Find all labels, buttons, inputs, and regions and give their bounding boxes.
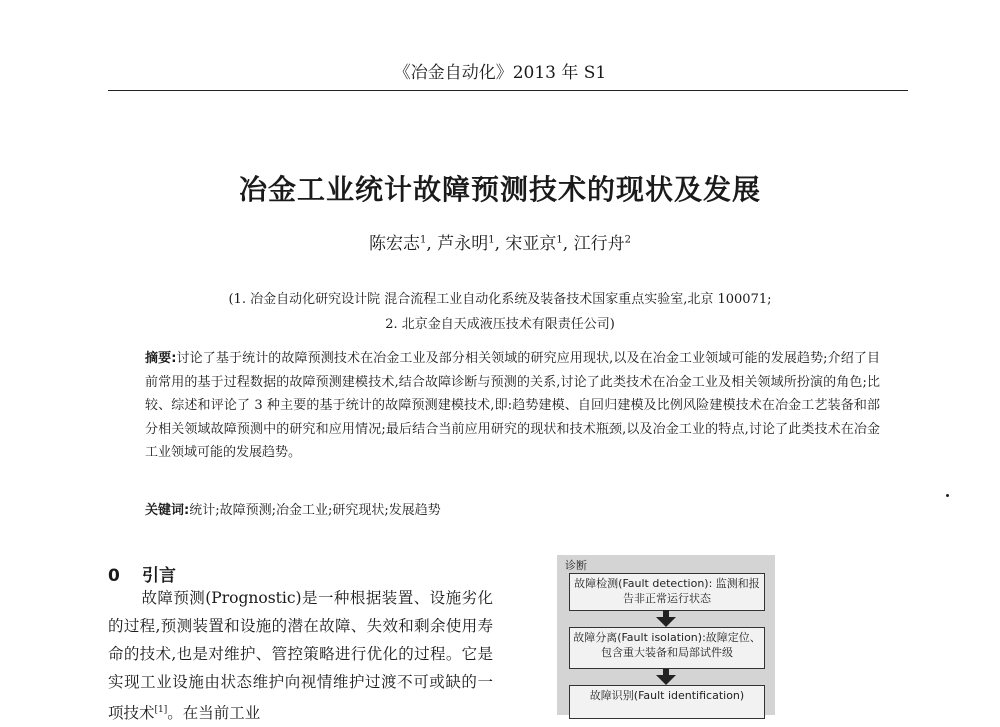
author-list	[0, 229, 1000, 254]
flow-box-fault-isolation: 故障分离(Fault isolation):故障定位、包含重大装备和局部试件级	[569, 627, 765, 669]
author-separator: ,	[426, 234, 432, 254]
author-affil-mark: 1	[420, 234, 427, 246]
flow-box-fault-identification: 故障识别(Fault identification)	[569, 685, 765, 719]
affiliation-2: 2. 北京金自天成液压技术有限责任公司)	[385, 317, 615, 332]
author-name: 芦永明	[437, 234, 489, 254]
body-text: 故障预测(Prognostic)是一种根据装置、设施劣化的过程,预测装置和设施的潜在故障、失效和剩余使用寿命的技术,也是对维护、管控策略进行优化的过程。它是实现工业设施由状态维护向视情维护过渡不可或缺的一项技术	[108, 589, 493, 723]
paper-title: 冶金工业统计故障预测技术的现状及发展	[238, 173, 761, 206]
journal-header: 《冶金自动化》2013 年 S1	[393, 63, 607, 83]
down-arrow-icon	[656, 617, 676, 627]
figure-label: 诊断	[565, 559, 587, 572]
keywords	[145, 499, 880, 518]
figure-diagnosis-flow	[557, 555, 775, 715]
author-affil-mark: 1	[488, 234, 495, 246]
keywords-text: 统计;故障预测;冶金工业;研究现状;发展趋势	[189, 503, 441, 518]
author-name: 江行舟	[573, 234, 625, 254]
author-affil-mark: 1	[556, 234, 563, 246]
section-title: 引言	[142, 566, 176, 586]
author-name: 宋亚京	[505, 234, 557, 254]
abstract-label: 摘要:	[145, 351, 177, 366]
flow-box-fault-detection: 故障检测(Fault detection): 监测和报告非正常运行状态	[569, 573, 765, 611]
author-separator: ,	[494, 234, 500, 254]
author-affil-mark: 2	[624, 234, 631, 246]
keywords-label: 关键词:	[145, 503, 190, 518]
section-heading	[108, 561, 176, 586]
body-text-tail: 。在当前工业	[167, 704, 261, 723]
abstract	[145, 347, 880, 465]
author-separator: ,	[562, 234, 569, 254]
affiliation-1: (1. 冶金自动化研究设计院 混合流程工业自动化系统及装备技术国家重点实验室,北京 100071;	[228, 292, 772, 307]
down-arrow-icon	[656, 675, 676, 685]
author-name: 陈宏志	[369, 234, 421, 254]
abstract-text: 讨论了基于统计的故障预测技术在冶金工业及部分相关领域的研究应用现状,以及在冶金工业领域可能的发展趋势;介绍了目前常用的基于过程数据的故障预测建模技术,结合故障诊断与预测的关系,讨论了此类技术在冶金工业及相关领域所扮演的角色;比较、综述和评论了 3 种主要的基于统计的故障预测建模技术,即:趋势建模、自回归建模及比例风险建模技术在冶金工艺装备和部分相关领域故障预测中的研究和应用情况;最后结合当前应用研究的现状和技术瓶颈,以及冶金工业的特点,讨论了此类技术在冶金工业领域可能的发展趋势。	[145, 351, 880, 460]
header-rule	[108, 90, 908, 91]
scan-speck	[946, 494, 949, 497]
section-number: 0	[108, 566, 120, 586]
citation: [1]	[154, 705, 168, 715]
